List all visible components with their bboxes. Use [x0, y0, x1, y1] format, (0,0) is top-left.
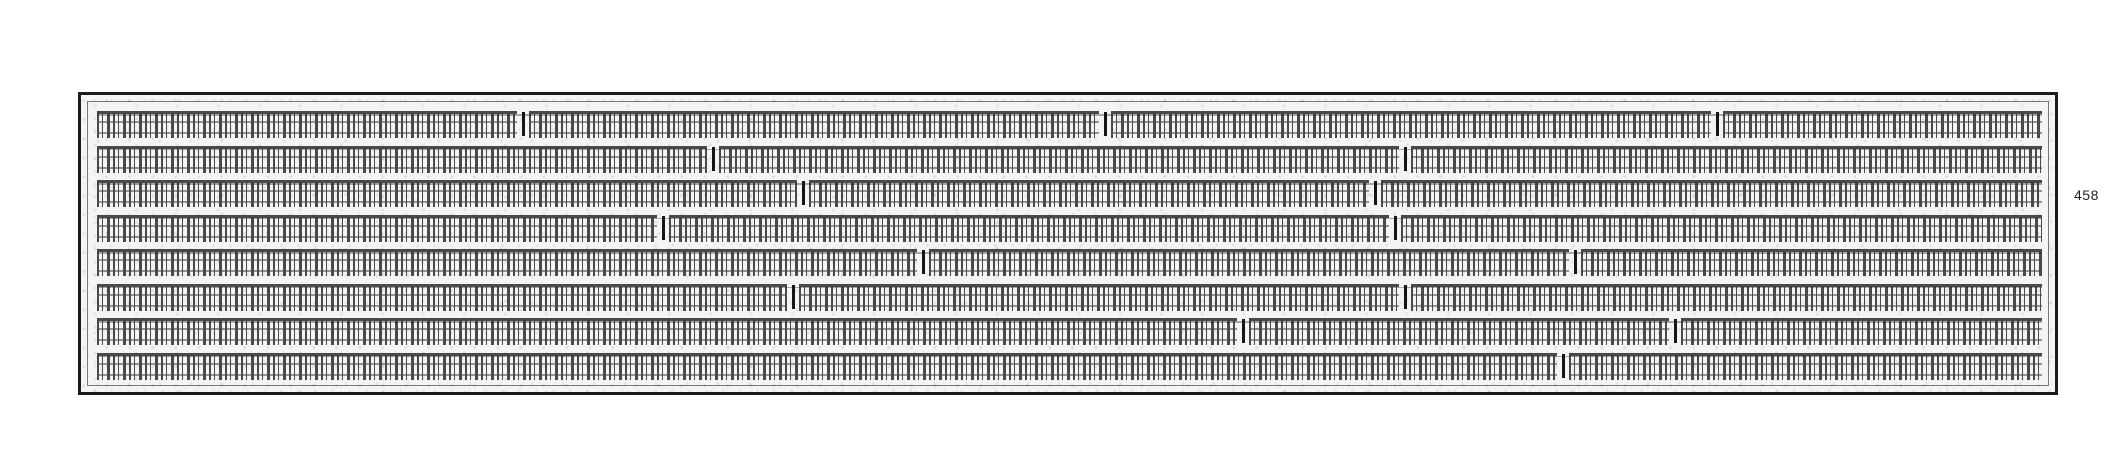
script-line — [97, 176, 2042, 211]
shad-mark — [1104, 112, 1107, 136]
shad-mark — [792, 285, 795, 309]
glyph-run — [809, 180, 1369, 207]
glyph-run — [929, 249, 1569, 276]
folio-number: 458 — [2074, 187, 2099, 203]
glyph-run — [1111, 111, 1711, 138]
glyph-run — [97, 249, 917, 276]
script-line — [97, 314, 2042, 349]
glyph-run — [1581, 249, 2042, 276]
shad-mark — [1574, 250, 1577, 274]
script-line — [97, 245, 2042, 280]
shad-mark — [1716, 112, 1719, 136]
glyph-run — [97, 284, 787, 311]
script-line — [97, 349, 2042, 384]
shad-mark — [522, 112, 525, 136]
glyph-run — [1249, 318, 1669, 345]
glyph-run — [1681, 318, 2042, 345]
script-line — [97, 107, 2042, 142]
shad-mark — [1404, 285, 1407, 309]
shad-mark — [1562, 354, 1565, 378]
script-line — [97, 280, 2042, 315]
glyph-run — [97, 180, 797, 207]
shad-mark — [802, 181, 805, 205]
text-block — [97, 107, 2042, 383]
glyph-run — [1401, 215, 2042, 242]
shad-mark — [712, 147, 715, 171]
glyph-run — [97, 111, 517, 138]
manuscript-folio — [78, 92, 2058, 395]
glyph-run — [97, 353, 1557, 380]
glyph-run — [529, 111, 1099, 138]
shad-mark — [1404, 147, 1407, 171]
glyph-run — [97, 215, 657, 242]
glyph-run — [1569, 353, 2042, 380]
glyph-run — [97, 318, 1237, 345]
glyph-run — [97, 146, 707, 173]
shad-mark — [1394, 216, 1397, 240]
shad-mark — [1674, 319, 1677, 343]
glyph-run — [1723, 111, 2042, 138]
shad-mark — [922, 250, 925, 274]
shad-mark — [662, 216, 665, 240]
glyph-run — [669, 215, 1389, 242]
shad-mark — [1242, 319, 1245, 343]
glyph-run — [719, 146, 1399, 173]
glyph-run — [1411, 146, 2042, 173]
script-line — [97, 211, 2042, 246]
script-line — [97, 142, 2042, 177]
glyph-run — [1381, 180, 2042, 207]
glyph-run — [1411, 284, 2042, 311]
glyph-run — [799, 284, 1399, 311]
shad-mark — [1374, 181, 1377, 205]
